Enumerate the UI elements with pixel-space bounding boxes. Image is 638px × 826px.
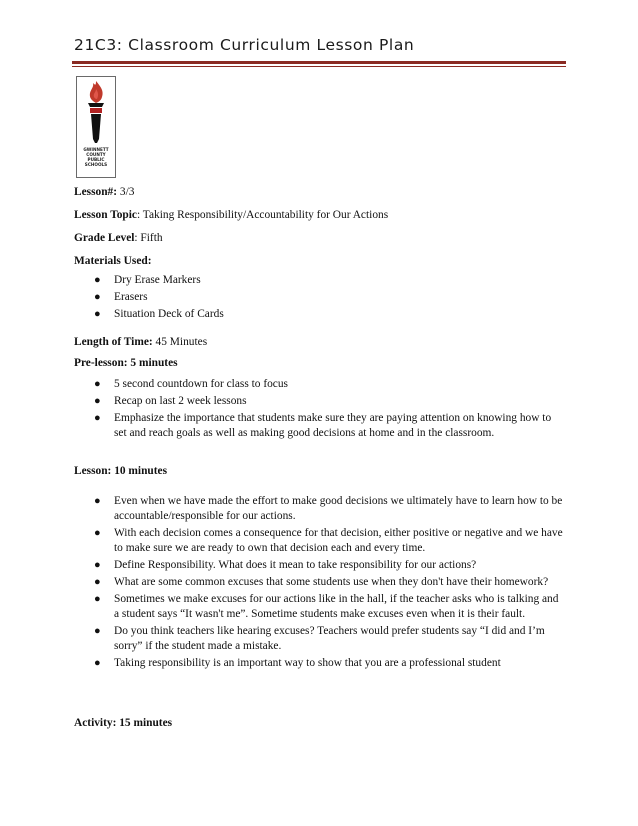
list-item: ● Emphasize the importance that students make sure they are paying attention on knowing how to set and reach goals as well as making good decisions at home and in the classroom. (94, 412, 552, 439)
bullet-icon: ● (94, 378, 101, 390)
list-item: ● With each decision comes a consequence for that decision, either positive or negative and we have to make sure we are ready to own that decision each and every time. (94, 527, 563, 554)
bullet-icon: ● (94, 625, 101, 637)
bullet-icon: ● (94, 308, 101, 320)
list-item: ● Even when we have made the effort to make good decisions we ultimately have to learn how to be accountable/responsible for our actions. (94, 495, 563, 522)
materials-heading: Materials Used: (74, 255, 152, 267)
bullet-icon: ● (94, 274, 101, 286)
list-item: ● Taking responsibility is an important way to show that you are a professional student (94, 657, 501, 669)
list-item: ● Define Responsibility. What does it mean to take responsibility for our actions? (94, 559, 477, 571)
logo-text-line: GWINNETT (83, 147, 109, 152)
pre-lesson-list (74, 377, 564, 443)
logo-text-line: PUBLIC (87, 157, 105, 162)
lesson-heading: Lesson: 10 minutes (74, 465, 168, 477)
bullet-icon: ● (94, 527, 101, 539)
bullet-icon: ● (94, 291, 101, 303)
activity-heading: Activity: 15 minutes (74, 717, 173, 729)
length-of-time-value: 45 Minutes (155, 336, 208, 348)
bullet-icon: ● (94, 559, 101, 571)
grade-level-value: : Fifth (134, 232, 163, 244)
list-item: ● Dry Erase Markers (94, 274, 201, 286)
length-of-time-row (74, 335, 207, 350)
bullet-icon: ● (94, 593, 101, 605)
header-divider (72, 61, 566, 64)
materials-list (74, 273, 564, 324)
page-title: 21C3: Classroom Curriculum Lesson Plan (74, 36, 415, 54)
grade-level-label: Grade Level (74, 232, 135, 244)
list-item: ● 5 second countdown for class to focus (94, 378, 288, 390)
lesson-number-label: Lesson#: (74, 186, 118, 198)
grade-level-row (74, 231, 163, 246)
bullet-icon: ● (94, 657, 101, 669)
logo-text-line: COUNTY (86, 152, 106, 157)
list-item: ● What are some common excuses that some students use when they don't have their homework? (94, 576, 549, 588)
bullet-icon: ● (94, 395, 101, 407)
lesson-number-row (74, 185, 134, 200)
bullet-icon: ● (94, 576, 101, 588)
pre-lesson-heading: Pre-lesson: 5 minutes (74, 357, 178, 369)
list-item: ● Situation Deck of Cards (94, 308, 224, 320)
bullet-icon: ● (94, 495, 101, 507)
logo-text-line: SCHOOLS (84, 162, 108, 167)
lesson-topic-label: Lesson Topic (74, 209, 137, 221)
header-divider-thin (72, 66, 566, 67)
lesson-topic-row (74, 208, 388, 223)
lesson-topic-value: : Taking Responsibility/Accountability for Our Actions (137, 209, 389, 221)
list-item: ● Sometimes we make excuses for our actions like in the hall, if the teacher asks who is talking and a student says “It wasn't me”. Sometime students make excuses even when it is their fault. (94, 593, 559, 620)
list-item: ● Recap on last 2 week lessons (94, 395, 247, 407)
lesson-number-value: 3/3 (119, 186, 135, 198)
school-logo (76, 76, 116, 178)
length-of-time-label: Length of Time: (74, 336, 153, 348)
bullet-icon: ● (94, 412, 101, 424)
list-item: ● Do you think teachers like hearing excuses? Teachers would prefer students say “I did and I’m sorry” if the student made a mistake. (94, 625, 545, 652)
lesson-list (74, 494, 564, 673)
list-item: ● Erasers (94, 291, 148, 303)
